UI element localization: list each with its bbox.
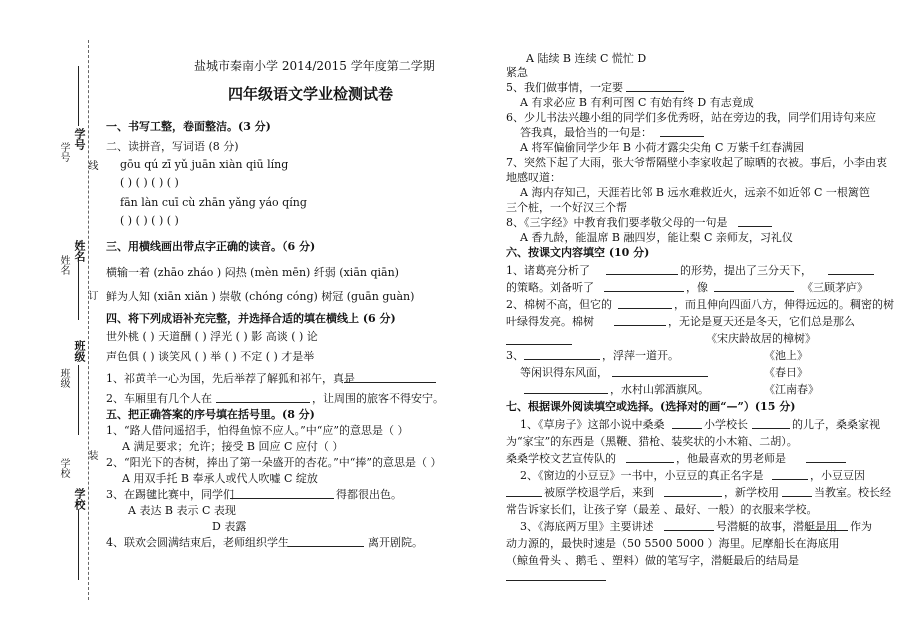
question-5: 5、我们做事情，一定要: [506, 81, 623, 94]
choice-options-3b: D 表露: [212, 520, 247, 533]
read-3b: 动力源的，最快时速是（50 5500 5000 ）海里。尼摩船长在海底用: [506, 537, 840, 550]
class-field[interactable]: [78, 365, 80, 435]
read-1c: 桑桑学校文艺宣传队的: [506, 452, 616, 465]
read-3-answer-b[interactable]: [808, 530, 848, 531]
read-2-answer-a[interactable]: [772, 479, 808, 480]
school-label-small: 学校: [58, 458, 69, 478]
options-7: A 海内存知己，天涯若比邻 B 远水难救近火，远亲不如近邻 C 一根篱笆: [520, 186, 870, 199]
fill-1-answer-a[interactable]: [606, 274, 678, 275]
cut-line: [88, 40, 89, 600]
read-2b-mid: ，新学校用: [724, 486, 779, 499]
read-2c: 常告诉家长们，让孩子穿（最差 、最好、一般）的衣服来学校。: [506, 503, 818, 516]
fill-2: 2、棉树不高，但它的: [506, 298, 612, 311]
read-2-answer-c[interactable]: [664, 496, 722, 497]
options-4-end: 紧急: [506, 66, 528, 79]
choice-question-1: 1、“路人借问遥招手，怕得鱼惊不应人。”中“应”的意思是（ ）: [106, 424, 409, 437]
options-5: A 有求必应 B 有利可图 C 有始有终 D 有志竟成: [520, 96, 754, 109]
choice-question-3-end: 得都很出色。: [336, 488, 402, 501]
read-3-answer-a[interactable]: [664, 530, 714, 531]
section-4: 四、将下列成语补充完整，并选择合适的填在横线上 (6 分): [106, 312, 396, 325]
choice-answer-4[interactable]: [288, 546, 364, 547]
school-field[interactable]: [78, 510, 80, 580]
fill-1b-mid: ，像: [686, 281, 708, 294]
fill-1-answer-b[interactable]: [828, 274, 874, 275]
fill-1-answer-c[interactable]: [604, 291, 684, 292]
choice-question-2: 2、“阳光下的杏树，捧出了第一朵盛开的杏花。”中“捧”的意思是（ ）: [106, 456, 442, 469]
options-4: A 陆续 B 连续 C 慌忙 D: [526, 52, 647, 65]
section-5: 五、把正确答案的序号填在括号里。(8 分): [106, 408, 315, 421]
school-label: 学校: [73, 488, 86, 510]
read-1-answer-a[interactable]: [672, 428, 702, 429]
idiom-question-2: 2、车厢里有几个人在: [106, 392, 212, 405]
pinyin-row-2: fān làn cuī cù zhān yǎng yáo qíng: [120, 196, 307, 209]
read-2-answer-d[interactable]: [782, 496, 812, 497]
idiom-answer-1[interactable]: [344, 382, 436, 383]
fill-1b: 的策略。刘备听了: [506, 281, 594, 294]
question-6: 6、少儿书法兴趣小组的同学们多优秀呀，站在旁边的我，同学们用诗句来应: [506, 111, 876, 124]
read-1: 1、《草房子》这部小说中桑桑: [520, 418, 665, 431]
idiom-row-2: 声色俱 ( ) 谈笑风 ( ) 举 ( ) 不定 ( ) 才是举: [106, 350, 315, 363]
read-3-end: 作为: [850, 520, 872, 533]
read-3c: （鲸鱼骨头 、鹅毛 、塑料）做的笔写字，潜艇最后的结局是: [506, 554, 799, 567]
name-label: 姓名: [73, 240, 86, 262]
choice-options-3: A 表达 B 表示 C 表现: [128, 504, 236, 517]
answer-8[interactable]: [738, 226, 772, 227]
class-label-small: 班级: [58, 368, 69, 388]
class-label: 班级: [73, 340, 86, 362]
read-1-answer-d[interactable]: [806, 462, 846, 463]
answer-brackets-2[interactable]: ( ) ( ) ( ) ( ): [120, 214, 179, 227]
choice-question-4-end: 离开剧院。: [368, 536, 423, 549]
question-6b: 答我真，最恰当的一句是：: [520, 126, 652, 139]
choice-options-2: A 用双手托 B 奉承人或代人吹嘘 C 绽放: [122, 472, 318, 485]
fill-3c-source: 《江南春》: [764, 383, 819, 396]
read-3-answer-c[interactable]: [506, 580, 606, 581]
read-1-end: 的儿子，桑桑家视: [792, 418, 880, 431]
read-2: 2、《窗边的小豆豆》一书中，小豆豆的真正名字是: [520, 469, 764, 482]
exam-title: 四年级语文学业检测试卷: [228, 85, 394, 103]
fill-3-answer-b[interactable]: [612, 376, 708, 377]
name-label-small: 姓名: [58, 255, 69, 275]
idiom-question-1: 1、祁黄羊一心为国，先后举荐了解狐和祁午，真是: [106, 372, 355, 385]
fill-2-source: 《宋庆龄故居的樟树》: [706, 332, 816, 345]
fill-1: 1、诸葛亮分析了: [506, 264, 590, 277]
fill-2-answer-a[interactable]: [618, 308, 672, 309]
section-2: 二、读拼音，写词语 (8 分): [106, 140, 239, 153]
fill-3c: ，水村山郭酒旗风。: [610, 383, 709, 396]
fill-3b-source: 《春日》: [764, 366, 808, 379]
fill-1-mid: 的形势，提出了三分天下，: [680, 264, 812, 277]
pronunciation-row-2: 鲜为人知 (xiān xiǎn ) 崇敬 (chóng cóng) 树冠 (guān guàn): [106, 290, 415, 303]
read-1b: 为“家宝”的东西是（黑鞭、猎枪、装奖状的小木箱、二胡）。: [506, 435, 798, 448]
pronunciation-row-1: 横输一着 (zhāo zháo ) 闷热 (mèn mēn) 纤弱 (xiān qiān): [106, 266, 399, 279]
choice-options-1: A 满足要求；允许；接受 B 回应 C 应付（ ）: [122, 440, 344, 453]
fill-2-mid: ，而且伸向四面八方，伸得远远的。稠密的树: [674, 298, 894, 311]
read-2-answer-b[interactable]: [506, 496, 542, 497]
fill-1-source: 《三顾茅庐》: [802, 281, 868, 294]
question-8: 8、《三字经》中教育我们要孝敬父母的一句是: [506, 216, 728, 229]
fill-3-answer-a[interactable]: [524, 359, 600, 360]
read-2b: 被原学校退学后，来到: [544, 486, 654, 499]
idiom-row-1: 世外桃 ( ) 天道酬 ( ) 浮光 ( ) 影 高谈 ( ) 论: [106, 330, 318, 343]
binding-margin: [0, 0, 100, 622]
answer-5[interactable]: [626, 91, 684, 92]
options-7b: 三个桩，一个好汉三个帮: [506, 201, 627, 214]
pinyin-row-1: gōu qú zī yǔ juān xiàn qiū líng: [120, 158, 289, 171]
fill-1-answer-d[interactable]: [714, 291, 794, 292]
read-1-answer-b[interactable]: [752, 428, 790, 429]
name-field[interactable]: [78, 260, 80, 320]
fill-2b-mid: ，无论是夏天还是冬天，它们总是那么: [668, 315, 855, 328]
idiom-question-2-end: ，让周围的旅客不得安宁。: [312, 392, 444, 405]
read-1-mid: 小学校长: [704, 418, 748, 431]
section-3: 三、用横线画出带点字正确的读音。（6 分): [106, 240, 316, 253]
read-1-answer-c[interactable]: [626, 462, 674, 463]
binding-marker: 装: [86, 450, 97, 460]
student-id-field[interactable]: [78, 66, 80, 126]
question-7: 7、突然下起了大雨，张大爷帮隔壁小李家收起了晾晒的衣被。事后，小李由衷: [506, 156, 887, 169]
fill-2b: 叶绿得发亮。棉树: [506, 315, 594, 328]
fill-3: 3、: [506, 349, 524, 362]
choice-question-4: 4、联欢会圆满结束后，老师组织学生: [106, 536, 289, 549]
fold-marker: 订: [86, 290, 97, 300]
question-7b: 地感叹道：: [506, 171, 561, 184]
fill-3-answer-c[interactable]: [524, 393, 608, 394]
read-1c-mid: ，他最喜欢的男老师是: [676, 452, 786, 465]
section-1: 一、书写工整，卷面整洁。(3 分): [106, 120, 271, 133]
answer-6[interactable]: [660, 136, 704, 137]
line-marker: 线: [86, 160, 97, 170]
exam-header: 盐城市秦南小学 2014/2015 学年度第二学期: [194, 59, 435, 73]
fill-3b: 等闲识得东风面，: [520, 366, 608, 379]
read-2-mid: ，小豆豆因: [810, 469, 865, 482]
options-8: A 香九龄，能温席 B 融四岁，能让梨 C 亲师友，习礼仪: [520, 231, 793, 244]
fill-2-answer-b[interactable]: [614, 325, 666, 326]
idiom-answer-2[interactable]: [216, 402, 310, 403]
section-6: 六、按课文内容填空 (10 分): [506, 246, 650, 259]
fill-2-answer-c[interactable]: [506, 344, 572, 345]
choice-answer-3[interactable]: [230, 498, 334, 499]
fill-3-source: 《池上》: [764, 349, 808, 362]
section-7: 七、根据课外阅读填空或选择。(选择对的画“—”）(15 分): [506, 400, 796, 413]
student-id-label: 学号: [73, 128, 86, 150]
choice-question-3: 3、在踢毽比赛中，同学们: [106, 488, 234, 501]
options-6: A 将军偏偷同学少年 B 小荷才露尖尖角 C 万紫千红春满园: [520, 141, 804, 154]
answer-brackets-1[interactable]: ( ) ( ) ( ) ( ): [120, 176, 179, 189]
student-id-label-small: 学号: [58, 142, 69, 162]
read-3-mid: 号潜艇的故事，潜艇是用: [716, 520, 837, 533]
fill-3-mid: ，浮萍一道开。: [602, 349, 679, 362]
read-3: 3、《海底两万里》主要讲述: [520, 520, 654, 533]
read-2b-end: 当教室。校长经: [814, 486, 891, 499]
